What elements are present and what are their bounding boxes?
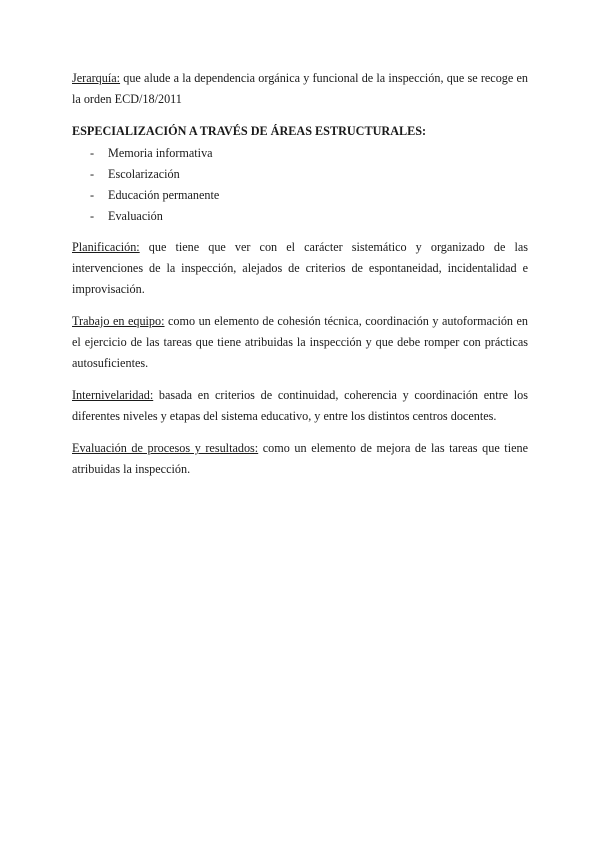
paragraph-evaluacion-procesos xyxy=(72,438,528,480)
term-jerarquia: Jerarquía: xyxy=(72,71,121,85)
list-dash: - xyxy=(90,209,95,223)
list-item-label: Educación permanente xyxy=(108,188,220,202)
text-jerarquia: que alude a la dependencia orgánica y funcional de la inspección, que se recoge en la orden ECD/18/2011 xyxy=(72,71,528,106)
list-item xyxy=(72,206,528,227)
paragraph-internivelaridad xyxy=(72,385,528,427)
document-page xyxy=(72,68,528,491)
areas-list xyxy=(72,143,528,227)
list-item-label: Memoria informativa xyxy=(108,146,213,160)
section-heading: ESPECIALIZACIÓN A TRAVÉS DE ÁREAS ESTRUCTURALES: xyxy=(72,124,427,138)
term-evaluacion-procesos: Evaluación de procesos y resultados: xyxy=(72,441,259,455)
list-item-label: Evaluación xyxy=(108,209,163,223)
text-internivelaridad: basada en criterios de continuidad, coherencia y coordinación entre los diferentes niveles y etapas del sistema educativo, y entre los distintos centros docentes. xyxy=(72,388,528,423)
term-planificacion: Planificación: xyxy=(72,240,140,254)
text-trabajo-equipo: como un elemento de cohesión técnica, coordinación y autoformación en el ejercicio de las tareas que tiene atribuidas la inspección y que debe romper con prácticas autosuficientes. xyxy=(72,314,529,370)
list-dash: - xyxy=(90,167,95,181)
text-planificacion: que tiene que ver con el carácter sistemático y organizado de las intervenciones de la inspección, alejados de criterios de espontaneidad, incidentalidad e improvisación. xyxy=(72,240,528,296)
term-internivelaridad: Internivelaridad: xyxy=(72,388,154,402)
term-trabajo-equipo: Trabajo en equipo: xyxy=(72,314,165,328)
paragraph-jerarquia xyxy=(72,68,528,110)
list-dash: - xyxy=(90,146,95,160)
list-dash: - xyxy=(90,188,95,202)
paragraph-planificacion xyxy=(72,237,528,300)
paragraph-trabajo-equipo xyxy=(72,311,528,374)
list-item xyxy=(72,143,528,164)
list-item-label: Escolarización xyxy=(108,167,180,181)
list-item xyxy=(72,185,528,206)
text-evaluacion-procesos: como un elemento de mejora de las tareas que tiene atribuidas la inspección. xyxy=(72,441,528,476)
list-item xyxy=(72,164,528,185)
